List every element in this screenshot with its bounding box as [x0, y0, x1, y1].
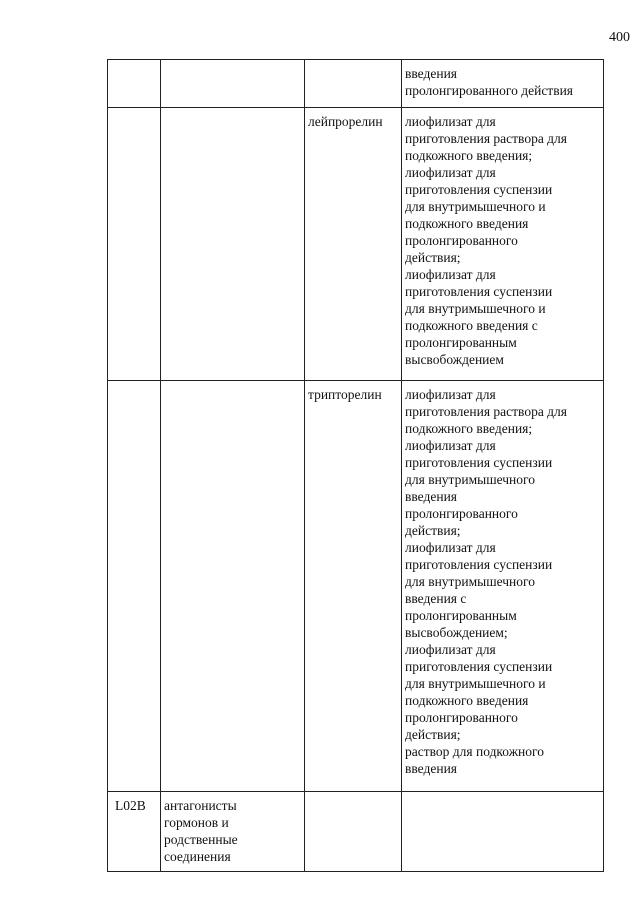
table-row	[108, 381, 604, 792]
table-row	[108, 108, 604, 381]
dosage-form-cell	[402, 108, 604, 381]
dosage-form-cell	[402, 381, 604, 792]
group-cell	[161, 792, 305, 872]
dosage-form: лиофилизат для приготовления раствора для подкожного введения; лиофилизат для приготовления суспензии для внутримышечного введения пролонгированного действия; лиофилизат для приготовления суспензии для внутримышечного введения с пролонгированным высвобождением; лиофилизат для приготовления суспензии для внутримышечного и подкожного введения пролонгированного действия; раствор для подкожного введения	[405, 387, 567, 776]
drug-cell	[305, 381, 402, 792]
drug-cell	[305, 60, 402, 108]
atc-code-cell	[108, 60, 161, 108]
atc-code-cell	[108, 381, 161, 792]
group-name: антагонисты гормонов и родственные соединения	[164, 798, 238, 864]
drug-cell	[305, 108, 402, 381]
atc-code-cell	[108, 792, 161, 872]
drug-cell	[305, 792, 402, 872]
atc-code-cell	[108, 108, 161, 381]
group-cell	[161, 60, 305, 108]
atc-code: L02B	[115, 798, 146, 813]
dosage-form-cell	[402, 60, 604, 108]
table-row	[108, 60, 604, 108]
dosage-form-cell	[402, 792, 604, 872]
dosage-form: введения пролонгированного действия	[405, 66, 574, 98]
group-cell	[161, 108, 305, 381]
table-row	[108, 792, 604, 872]
medication-table	[107, 59, 604, 872]
dosage-form: лиофилизат для приготовления раствора для подкожного введения; лиофилизат для приготовления суспензии для внутримышечного и подкожного введения пролонгированного действия; лиофилизат для приготовления суспензии для внутримышечного и подкожного введения с пролонгированным высвобождением	[405, 114, 567, 367]
drug-name: лейпрорелин	[308, 114, 383, 129]
drug-name: трипторелин	[308, 387, 382, 402]
page-number: 400	[609, 30, 630, 45]
group-cell	[161, 381, 305, 792]
